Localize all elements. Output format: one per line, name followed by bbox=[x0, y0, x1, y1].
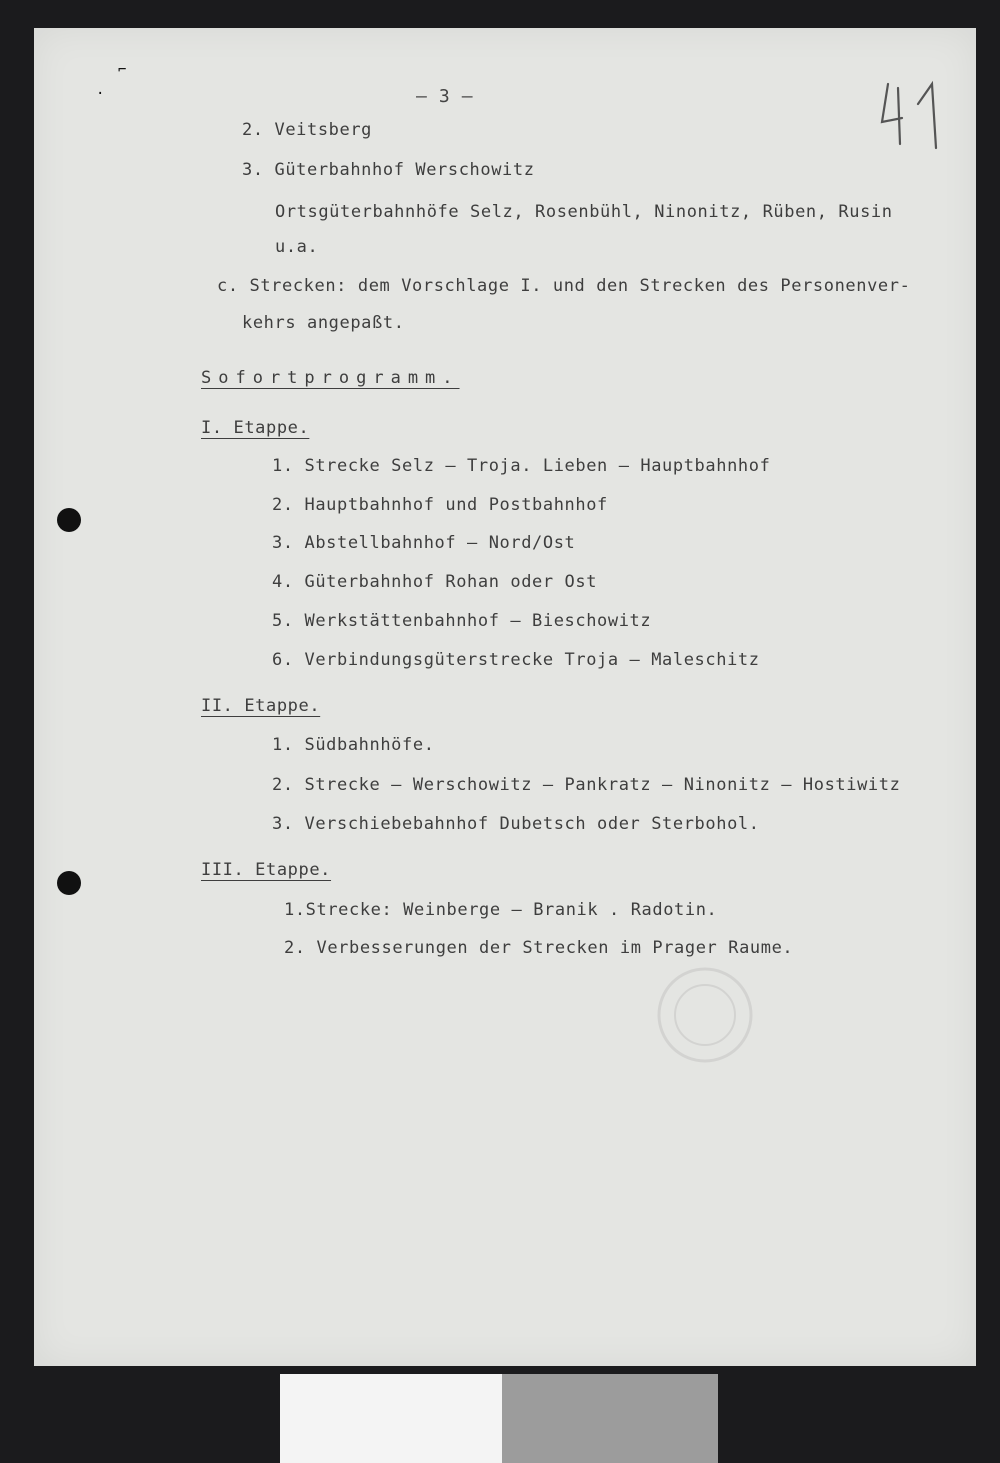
color-calibration-white bbox=[280, 1374, 502, 1463]
punch-hole-bottom bbox=[57, 871, 81, 895]
text-line: 2. Veitsberg bbox=[242, 120, 373, 140]
corner-mark: ⌐ bbox=[118, 62, 127, 78]
list-item: 2. Verbesserungen der Strecken im Prager Raume. bbox=[284, 938, 794, 958]
text-line: u.a. bbox=[275, 237, 319, 257]
text-line: c. Strecken: dem Vorschlage I. und den Strecken des Personenver- bbox=[217, 276, 911, 296]
punch-hole-top bbox=[57, 508, 81, 532]
list-item: 4. Güterbahnhof Rohan oder Ost bbox=[272, 572, 598, 592]
list-item: 1. Strecke Selz – Troja. Lieben – Hauptbahnhof bbox=[272, 456, 771, 476]
text-line: 3. Güterbahnhof Werschowitz bbox=[242, 160, 535, 180]
list-item: 1. Südbahnhöfe. bbox=[272, 735, 435, 755]
text-line: kehrs angepaßt. bbox=[242, 313, 405, 333]
faint-stamp bbox=[630, 960, 780, 1080]
list-item: 2. Hauptbahnhof und Postbahnhof bbox=[272, 495, 608, 515]
stage-heading: III. Etappe. bbox=[201, 860, 332, 880]
list-item: 3. Abstellbahnhof – Nord/Ost bbox=[272, 533, 576, 553]
page-number: – 3 – bbox=[416, 86, 474, 107]
list-item: 5. Werkstättenbahnhof – Bieschowitz bbox=[272, 611, 652, 631]
list-item: 1.Strecke: Weinberge – Branik . Radotin. bbox=[284, 900, 718, 920]
dot-mark: · bbox=[96, 86, 105, 102]
stage-heading: I. Etappe. bbox=[201, 418, 310, 438]
program-title: Sofortprogramm. bbox=[201, 368, 460, 388]
color-calibration-grey bbox=[502, 1374, 718, 1463]
list-item: 2. Strecke – Werschowitz – Pankratz – Ninonitz – Hostiwitz bbox=[272, 775, 901, 795]
archive-number-handwritten bbox=[878, 78, 948, 158]
stage-heading: II. Etappe. bbox=[201, 696, 321, 716]
list-item: 3. Verschiebebahnhof Dubetsch oder Sterbohol. bbox=[272, 814, 760, 834]
list-item: 6. Verbindungsgüterstrecke Troja – Maleschitz bbox=[272, 650, 760, 670]
document-page bbox=[34, 28, 976, 1366]
text-line: Ortsgüterbahnhöfe Selz, Rosenbühl, Ninonitz, Rüben, Rusin bbox=[275, 202, 893, 222]
